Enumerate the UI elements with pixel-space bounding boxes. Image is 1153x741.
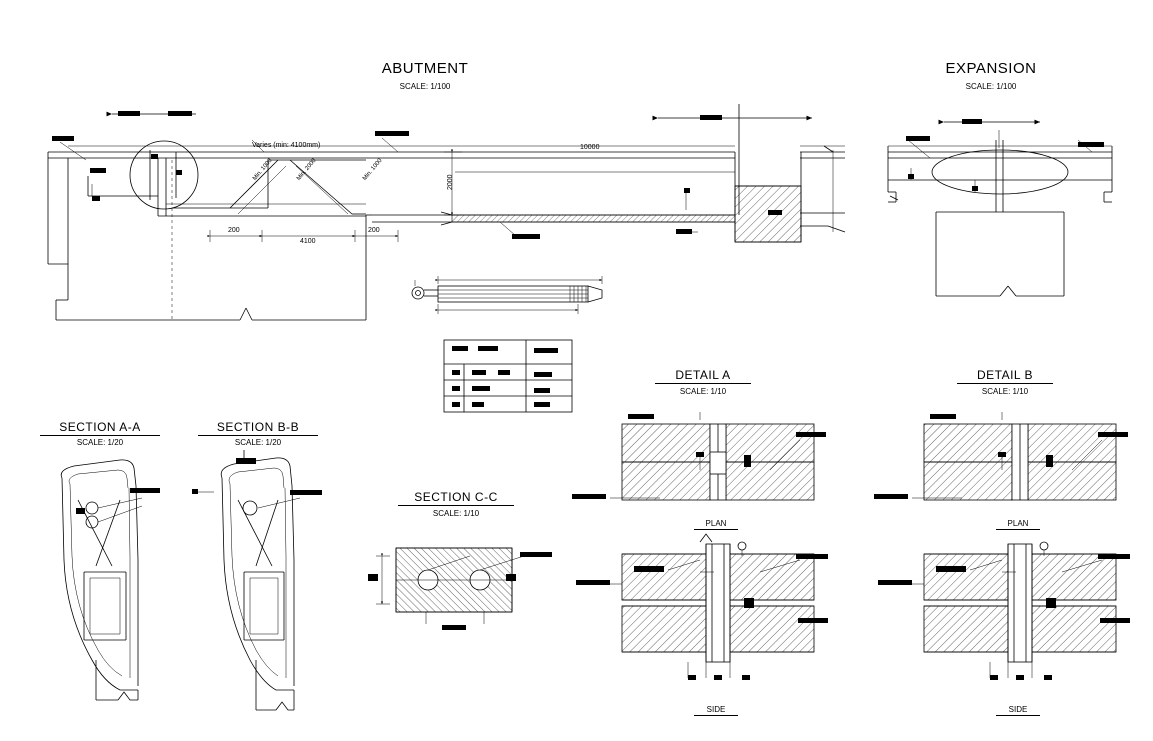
table-cell-mark — [534, 348, 558, 353]
annotation-block — [576, 580, 610, 585]
annotation-block — [796, 432, 826, 437]
annotation-block — [1100, 618, 1130, 623]
annotation-block — [1078, 142, 1104, 147]
table-cell-mark — [452, 370, 460, 375]
annotation-block — [798, 618, 828, 623]
annotation-block — [628, 414, 654, 419]
annotation-block — [375, 131, 409, 136]
detail-b-scale: SCALE: 1/10 — [981, 387, 1029, 396]
annotation-block — [520, 552, 552, 557]
detail-a-title: DETAIL A — [655, 368, 751, 384]
table-cell-mark — [452, 386, 460, 391]
table-cell-mark — [478, 346, 498, 351]
section-cc-view — [368, 548, 524, 624]
table-cell-mark — [472, 370, 486, 375]
table-cell-mark — [452, 346, 468, 351]
table-cell-mark — [534, 402, 550, 407]
annotation-block — [906, 136, 930, 141]
detail-a-scale: SCALE: 1/10 — [679, 387, 727, 396]
slope-label-2: Min. 2000 — [296, 157, 318, 182]
section-aa-scale: SCALE: 1/20 — [76, 438, 124, 447]
detail-a-plan-caption: PLAN — [694, 519, 738, 530]
abutment-title: ABUTMENT — [381, 60, 469, 77]
annotation-block — [676, 229, 692, 234]
section-aa-title: SECTION A-A — [40, 420, 160, 436]
annotation-block — [290, 490, 322, 495]
abutment-scale: SCALE: 1/100 — [399, 82, 451, 91]
span-dim-10000: 10000 — [580, 144, 600, 151]
expansion-title: EXPANSION — [945, 60, 1037, 77]
annotation-block — [1098, 554, 1130, 559]
table-cell-mark — [452, 402, 460, 407]
detail-a-plan — [610, 412, 814, 500]
detail-a-side — [610, 534, 814, 680]
annotation-block — [442, 625, 466, 630]
dim-right-200: 200 — [368, 227, 380, 234]
table-cell-mark — [472, 386, 490, 391]
table-cell-mark — [472, 402, 484, 407]
table-cell-mark — [534, 372, 552, 377]
annotation-block — [930, 414, 956, 419]
annotation-block — [878, 580, 912, 585]
table-cell-mark — [498, 370, 510, 375]
detail-a-side-caption: SIDE — [694, 705, 738, 716]
section-cc-title: SECTION C-C — [398, 490, 514, 506]
varies-note: Varies (min: 4100mm) — [252, 142, 321, 149]
detail-b-side-caption: SIDE — [996, 705, 1040, 716]
section-aa-view — [61, 460, 142, 700]
bar-detail-view — [412, 276, 602, 314]
section-cc-scale: SCALE: 1/10 — [432, 509, 480, 518]
annotation-block — [572, 494, 606, 499]
detail-b-plan — [912, 412, 1116, 500]
slope-label-3: Min. 1000 — [362, 157, 384, 182]
annotation-block — [130, 488, 160, 493]
annotation-block — [512, 234, 540, 239]
slope-label-1: Min. 1000 — [252, 157, 274, 182]
annotation-block — [874, 494, 908, 499]
annotation-block — [768, 210, 782, 215]
annotation-block — [52, 136, 74, 141]
annotation-block — [90, 168, 106, 173]
section-bb-title: SECTION B-B — [198, 420, 318, 436]
section-bb-view — [192, 450, 300, 710]
section-bb-scale: SCALE: 1/20 — [234, 438, 282, 447]
expansion-scale: SCALE: 1/100 — [965, 82, 1017, 91]
height-dim-2000: 2000 — [447, 174, 454, 190]
annotation-block — [1098, 432, 1128, 437]
dim-middle-4100: 4100 — [300, 238, 316, 245]
table-cell-mark — [534, 388, 550, 393]
detail-b-plan-caption: PLAN — [996, 519, 1040, 530]
detail-b-title: DETAIL B — [957, 368, 1053, 384]
detail-b-side — [912, 542, 1116, 680]
dim-left-200: 200 — [228, 227, 240, 234]
annotation-block — [796, 554, 828, 559]
